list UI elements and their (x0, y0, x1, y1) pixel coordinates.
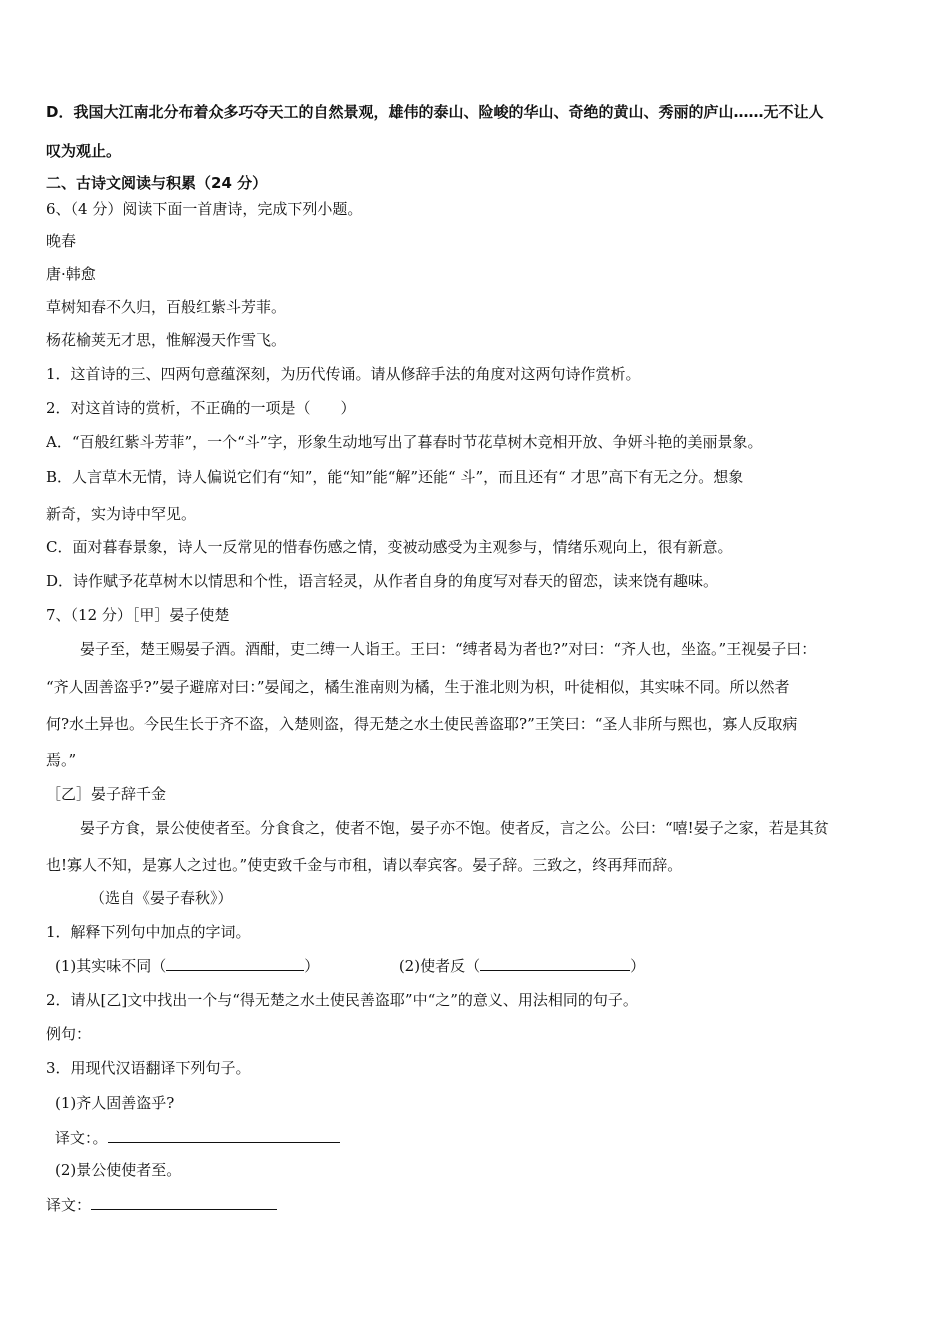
q7-sub1: 1．解释下列句中加点的字词。 (46, 923, 251, 941)
q7-sub3: 3．用现代汉语翻译下列句子。 (46, 1059, 251, 1077)
q7-sub2: 2．请从[乙]文中找出一个与“得无楚之水土使民善盗耶”中“之”的意义、用法相同的句子。 (46, 991, 638, 1009)
poem-line-2: 杨花榆荚无才思，惟解漫天作雪飞。 (46, 331, 287, 349)
q6-option-a: A．“百般红紫斗芳菲”，一个“斗”字，形象生动地写出了暮春时节花草树木竞相开放、争妍斗艳的美丽景象。 (46, 433, 763, 451)
sub1-item-b-end: ） (630, 957, 646, 975)
translation-line-a (55, 1127, 910, 1148)
q6-intro: 6、（4 分）阅读下面一首唐诗，完成下列小题。 (46, 200, 363, 218)
q7-sub1-answers (55, 955, 910, 976)
section-heading: 二、古诗文阅读与积累（24 分） (46, 174, 268, 192)
q6-option-c: C．面对暮春景象，诗人一反常见的惜春伤感之情，变被动感受为主观参与，情绪乐观向上，很有新意。 (46, 538, 733, 556)
yi-para-line2: 也!寡人不知，是寡人之过也。”使吏致千金与市租，请以奉宾客。晏子辞。三致之，终再拜而辞。 (46, 856, 683, 874)
translation-blank-a[interactable] (108, 1127, 340, 1143)
translation-label-a: 译文：。 (55, 1129, 108, 1147)
q6-option-b-line1: B．人言草木无情，诗人偏说它们有“知”，能“知”能“解”还能“ 斗”，而且还有“ 才思”高下有无之分。想象 (46, 468, 744, 486)
option-d-line2: 叹为观止。 (46, 142, 122, 160)
q6-sub1: 1．这首诗的三、四两句意蕴深刻，为历代传诵。请从修辞手法的角度对这两句诗作赏析。 (46, 365, 641, 383)
q7-sub3-item-b: (2)景公使使者至。 (55, 1161, 182, 1179)
poem-line-1: 草树知春不久归，百般红紫斗芳菲。 (46, 298, 287, 316)
answer-blank-b[interactable] (480, 955, 630, 971)
source-note: （选自《晏子春秋》） (90, 889, 233, 907)
q6-option-d: D．诗作赋予花草树木以情思和个性，语言轻灵，从作者自身的角度写对春天的留恋，读来饶有趣味。 (46, 572, 719, 590)
q7-intro: 7、（12 分）［甲］晏子使楚 (46, 606, 230, 624)
jia-para-line2: “齐人固善盗乎?”晏子避席对曰：”晏闻之，橘生淮南则为橘，生于淮北则为枳，叶徒相似，其实味不同。所以然者 (46, 678, 790, 696)
q6-sub2: 2．对这首诗的赏析，不正确的一项是（ ） (46, 399, 356, 417)
yi-title: ［乙］晏子辞千金 (46, 785, 167, 803)
translation-blank-b[interactable] (91, 1194, 277, 1210)
jia-para-line3: 何?水土异也。今民生长于齐不盗，入楚则盗，得无楚之水土使民善盗耶?”王笑曰：“圣人非所与熙也，寡人反取病 (46, 715, 798, 733)
answer-blank-a[interactable] (166, 955, 304, 971)
option-d-line1: D．我国大江南北分布着众多巧夺天工的自然景观，雄伟的泰山、险峻的华山、奇绝的黄山、秀丽的庐山……无不让人 (46, 103, 824, 121)
sub1-item-a: (1)其实味不同（ (55, 957, 167, 975)
q6-option-b-line2: 新奇，实为诗中罕见。 (46, 505, 197, 523)
sub1-item-b: (2)使者反（ (398, 957, 481, 975)
poem-title: 晚春 (46, 232, 77, 250)
example-label: 例句： (46, 1025, 92, 1043)
yi-para-line1: 晏子方食，景公使使者至。分食食之，使者不饱，晏子亦不饱。使者反，言之公。公曰：“嘻!晏子之家，若是其贫 (80, 819, 829, 837)
translation-line-b (46, 1194, 910, 1215)
sub1-item-a-end: ） (304, 957, 320, 975)
poem-author: 唐·韩愈 (46, 265, 96, 283)
translation-label-b: 译文： (46, 1196, 92, 1214)
jia-para-line1: 晏子至，楚王赐晏子酒。酒酣，吏二缚一人诣王。王曰：“缚者曷为者也?”对曰：“齐人也，坐盗。”王视晏子曰： (80, 640, 817, 658)
jia-para-line4: 焉。” (46, 751, 77, 769)
q7-sub3-item-a: (1)齐人固善盗乎? (55, 1094, 175, 1112)
